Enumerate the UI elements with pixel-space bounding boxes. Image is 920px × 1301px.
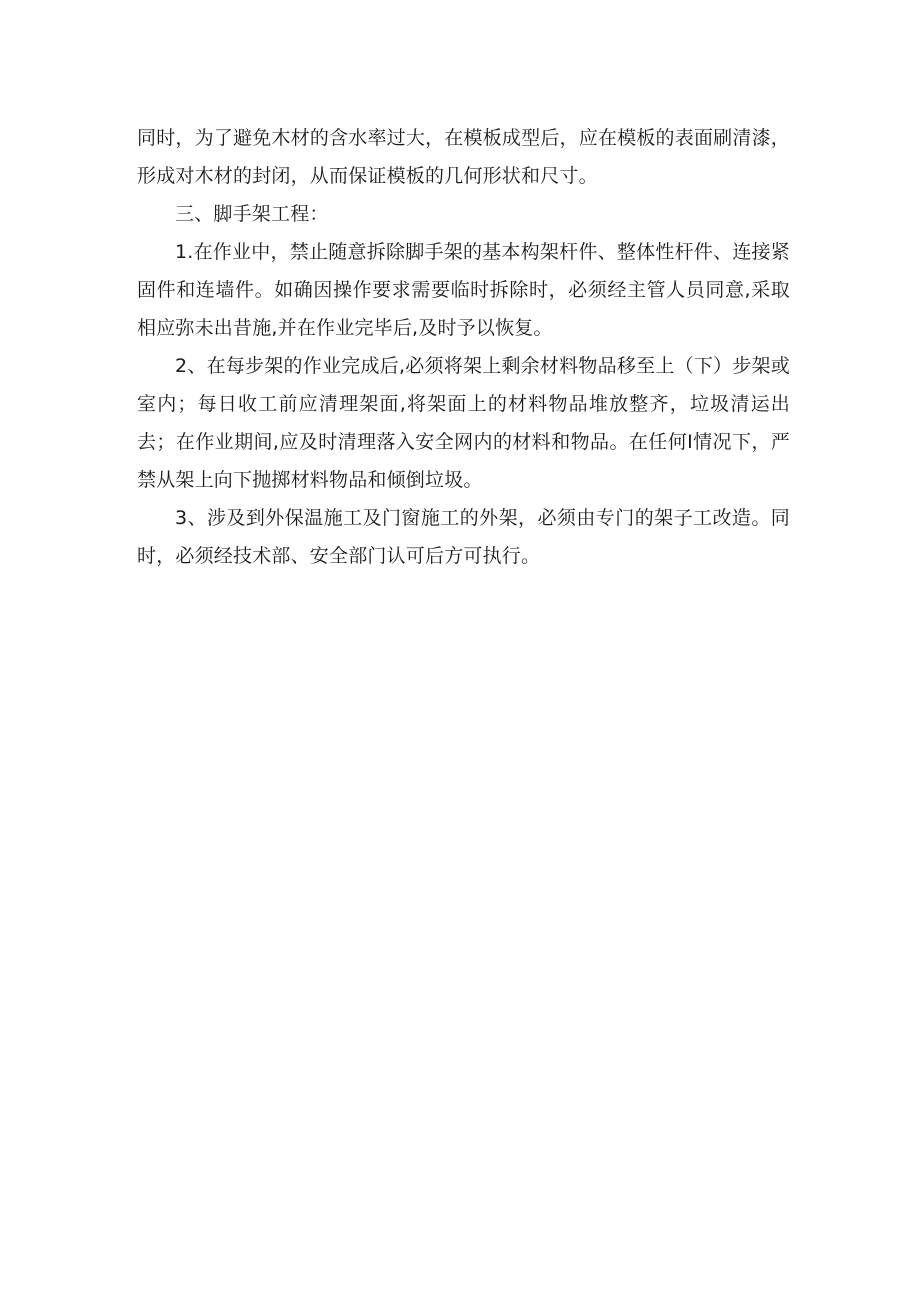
document-body [137,119,790,575]
paragraph-item-2: 2、在每步架的作业完成后,必须将架上剩余材料物品移至上（下）步架或室内；每日收工前应清理架面,将架面上的材料物品堆放整齐，垃圾清运出去；在作业期间,应及时清理落入安全网内的材料和物品。在任何Ⅰ情况下，严禁从架上向下抛掷材料物品和倾倒垃圾。 [137,355,790,491]
section-heading-scaffolding: 三、脚手架工程： [175,203,329,225]
paragraph-continuation: 同时，为了避免木材的含水率过大，在模板成型后，应在模板的表面刷清漆，形成对木材的封闭，从而保证模板的几何形状和尺寸。 [137,127,790,187]
paragraph-item-1: 1.在作业中，禁止随意拆除脚手架的基本构架杆件、整体性杆件、连接紧固件和连墙件。如确因操作要求需要临时拆除时，必须经主管人员同意,采取相应弥未出昔施,并在作业完毕后,及时予以恢复。 [137,241,790,339]
paragraph-item-3: 3、涉及到外保温施工及门窗施工的外架，必须由专门的架子工改造。同时，必须经技术部、安全部门认可后方可执行。 [137,507,790,567]
